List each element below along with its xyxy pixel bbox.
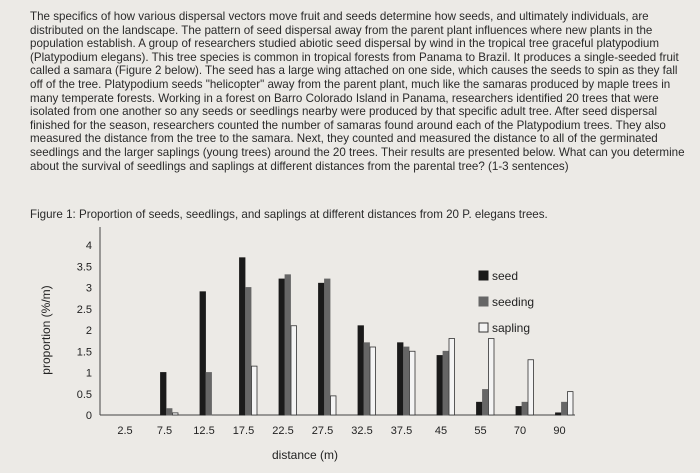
legend	[479, 269, 534, 335]
bar-seed	[240, 258, 246, 415]
y-axis-title: proportion (%/m)	[39, 285, 53, 375]
legend-label-seeding: seeding	[492, 295, 535, 309]
x-tick-label: 22.5	[272, 425, 294, 437]
y-tick-label: 2	[85, 325, 92, 337]
bar-seeding	[167, 409, 173, 415]
bar-seeding	[443, 351, 449, 415]
bar-sapling	[370, 347, 376, 415]
y-tick-label: 0	[85, 410, 92, 422]
bar-sapling	[449, 339, 455, 416]
x-tick-label: 2.5	[117, 425, 133, 437]
bar-sapling	[173, 413, 179, 415]
bar-seeding	[522, 402, 528, 415]
bar-sapling	[568, 392, 574, 415]
bar-seeding	[404, 347, 410, 415]
legend-swatch-sapling	[479, 323, 488, 332]
x-tick-label: 32.5	[351, 425, 373, 437]
y-tick-label: 3	[85, 282, 92, 295]
x-tick-label: 70	[513, 425, 527, 437]
bar-sapling	[528, 360, 534, 415]
bar-sapling	[489, 339, 495, 416]
bar-seeding	[562, 402, 568, 415]
bar-seeding	[285, 275, 291, 415]
bar-seed	[161, 373, 167, 416]
bar-sapling	[331, 396, 337, 415]
bar-sapling	[252, 366, 258, 415]
y-tick-label: 2.5	[76, 303, 92, 316]
x-axis	[100, 415, 575, 437]
x-tick-label: 55	[474, 425, 487, 437]
bar-seed	[556, 413, 562, 415]
bar-sapling	[291, 326, 297, 415]
bar-seed	[398, 343, 404, 415]
legend-label-sapling: sapling	[492, 321, 531, 335]
x-tick-label: 37.5	[390, 425, 413, 437]
y-tick-label: 4	[85, 240, 92, 252]
y-axis	[77, 227, 100, 422]
y-tick-label: 1.5	[76, 346, 92, 359]
x-tick-label: 90	[553, 425, 566, 437]
legend-swatch-seeding	[479, 297, 488, 306]
question-text: The specifics of how various dispersal vectors move fruit and seeds determine how seeds, and ultimately individuals, are distributed on the landscape. The pattern of seed dispersal away from the parent plant influences where new plants in the population establish. A group of researchers studied abiotic seed dispersal by wind in the tropical tree graceful platypodium (Platypodium elegans). This tree species is common in tropical forests from Panama to Brazil. It produces a single-seeded fruit called a samara (Figure 2 below). The seed has a large wing attached on one side, which causes the seeds to spin as they fall off of the tree. Platypodium seeds "helicopter" away from the parent plant, much like the samaras produced by maple trees in many temperate forests. Working in a forest on Barro Colorado Island in Panama, researchers identified 20 trees that were isolated from one another so any seeds or seedlings nearby were produced by that specific adult tree. After seed dispersal finished for the season, researchers counted the number of samaras found around each of the Platypodium trees. They also measured the distance from the tree to the samara. Next, they counted and measured the distance to all of the germinated seedlings and the larger saplings (young trees) around the 20 trees. Their results are presented below. What can you determine about the survival of seedlings and saplings at different distances from the parental tree? (1-3 sentences)	[30, 10, 685, 173]
bar-seed	[200, 292, 206, 415]
bar-seeding	[483, 390, 489, 416]
legend-label-seed: seed	[492, 269, 519, 283]
x-tick-label: 45	[434, 425, 448, 437]
bar-seed	[516, 407, 522, 416]
y-tick-label: 3.5	[76, 261, 92, 274]
y-tick-label: 0.5	[76, 388, 92, 401]
x-tick-label: 17.5	[232, 425, 255, 437]
bar-seeding	[246, 288, 252, 416]
figure-caption: Figure 1: Proportion of seeds, seedlings, and saplings at different distances from 20 P. elegans trees.	[30, 208, 548, 221]
y-tick-label: 1	[85, 367, 92, 380]
bar-seed	[477, 402, 483, 415]
bar-sapling	[410, 351, 416, 415]
bar-seeding	[325, 279, 331, 415]
x-axis-title: distance (m)	[271, 448, 339, 462]
bar-seed	[279, 279, 285, 415]
legend-swatch-seed	[479, 271, 488, 280]
x-tick-label: 27.5	[311, 425, 334, 437]
bar-chart	[0, 225, 700, 473]
bar-seeding	[364, 343, 370, 415]
x-tick-label: 12.5	[193, 425, 215, 437]
bar-seed	[358, 326, 364, 415]
bar-seed	[319, 283, 325, 415]
bar-seeding	[206, 373, 212, 416]
bar-seed	[437, 356, 443, 416]
x-tick-label: 7.5	[156, 425, 173, 437]
